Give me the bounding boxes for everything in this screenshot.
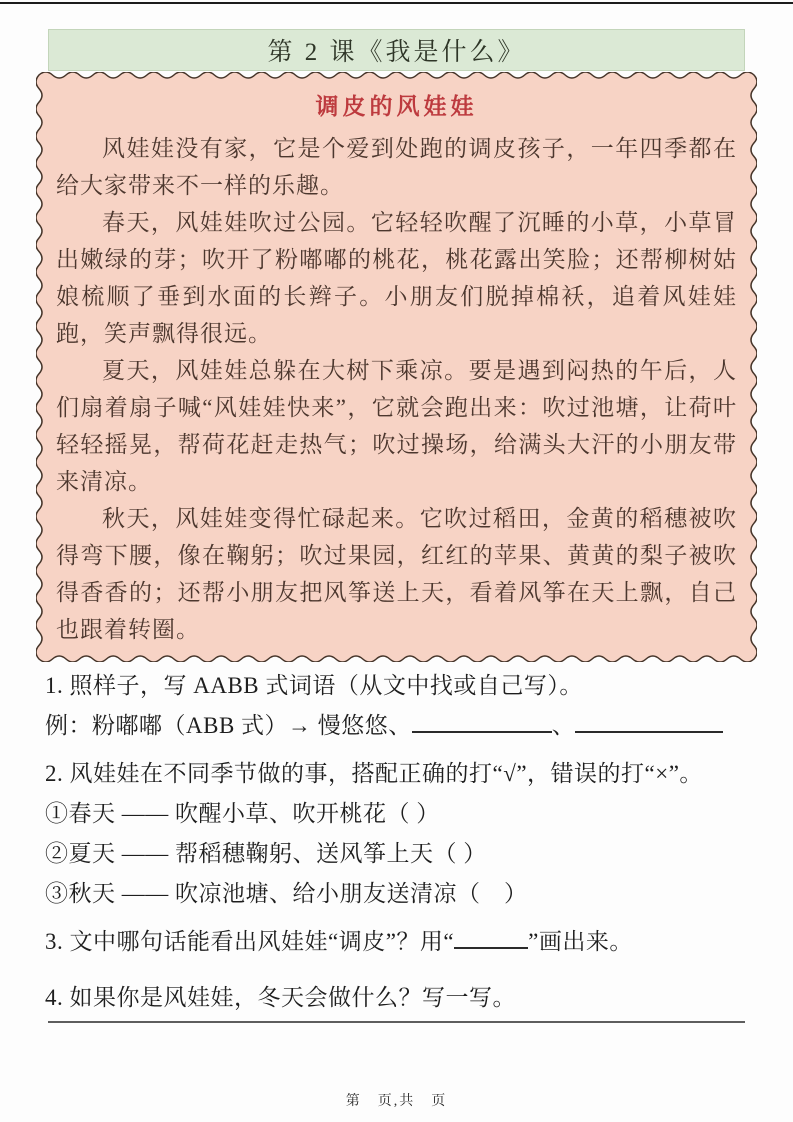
story-title: 调皮的风娃娃 [315,94,478,119]
answer-blank-2[interactable] [575,709,723,733]
page-footer: 第 页,共 页 [345,1094,448,1109]
question-2-item-summer[interactable]: ②夏天 —— 帮稻穗鞠躬、送风筝上天（ ） [45,841,487,866]
story-paragraph-3: 夏天，风娃娃总躲在大树下乘凉。要是遇到闷热的午后，人们扇着扇子喊“风娃娃快来”，它就会跑出来：吹过池塘，让荷叶轻轻摇晃，帮荷花赶走热气；吹过操场，给满头大汗的小朋友带来清凉。 [56,358,737,494]
question-1-example [45,706,750,746]
story-paragraph-2: 春天，风娃娃吹过公园。它轻轻吹醒了沉睡的小草，小草冒出嫩绿的芽；吹开了粉嘟嘟的桃花，桃花露出笑脸；还帮柳树姑娘梳顺了垂到水面的长辫子。小朋友们脱掉棉袄，追着风娃娃跑，笑声飘得很远。 [56,210,737,346]
question-1: 1. 照样子，写 AABB 式词语（从文中找或自己写）。 [45,673,583,698]
question-2: 2. 风娃娃在不同季节做的事，搭配正确的打“√”，错误的打“×”。 [45,761,703,786]
lesson-header [48,29,745,71]
questions-section [45,666,750,1018]
answer-blank-3[interactable] [454,925,528,949]
question-1-example-separator: 、 [551,713,576,738]
question-3 [45,922,750,962]
story-paragraph-1: 风娃娃没有家，它是个爱到处跑的调皮孩子，一年四季都在给大家带来不一样的乐趣。 [56,136,737,198]
question-2-item-autumn[interactable]: ③秋天 —— 吹凉池塘、给小朋友送清凉（ ） [45,881,528,906]
question-3-suffix: ”画出来。 [528,929,633,954]
footer-divider [48,1021,745,1023]
top-rule [0,2,793,4]
question-1-example-prefix: 例：粉嘟嘟（ABB 式）→ 慢悠悠、 [45,713,412,738]
question-2-item-spring[interactable]: ①春天 —— 吹醒小草、吹开桃花（ ） [45,801,440,826]
answer-blank-1[interactable] [412,709,552,733]
lesson-title: 第 2 课《我是什么》 [267,39,526,66]
story-box [36,72,757,662]
story-paragraph-4: 秋天，风娃娃变得忙碌起来。它吹过稻田，金黄的稻穗被吹得弯下腰，像在鞠躬；吹过果园，红红的苹果、黄黄的梨子被吹得香香的；还帮小朋友把风筝送上天，看着风筝在天上飘，自己也跟着转圈。 [56,506,737,642]
question-3-prefix: 3. 文中哪句话能看出风娃娃“调皮”？用“ [45,929,455,954]
story-content [36,72,757,656]
question-4: 4. 如果你是风娃娃，冬天会做什么？写一写。 [45,985,516,1010]
